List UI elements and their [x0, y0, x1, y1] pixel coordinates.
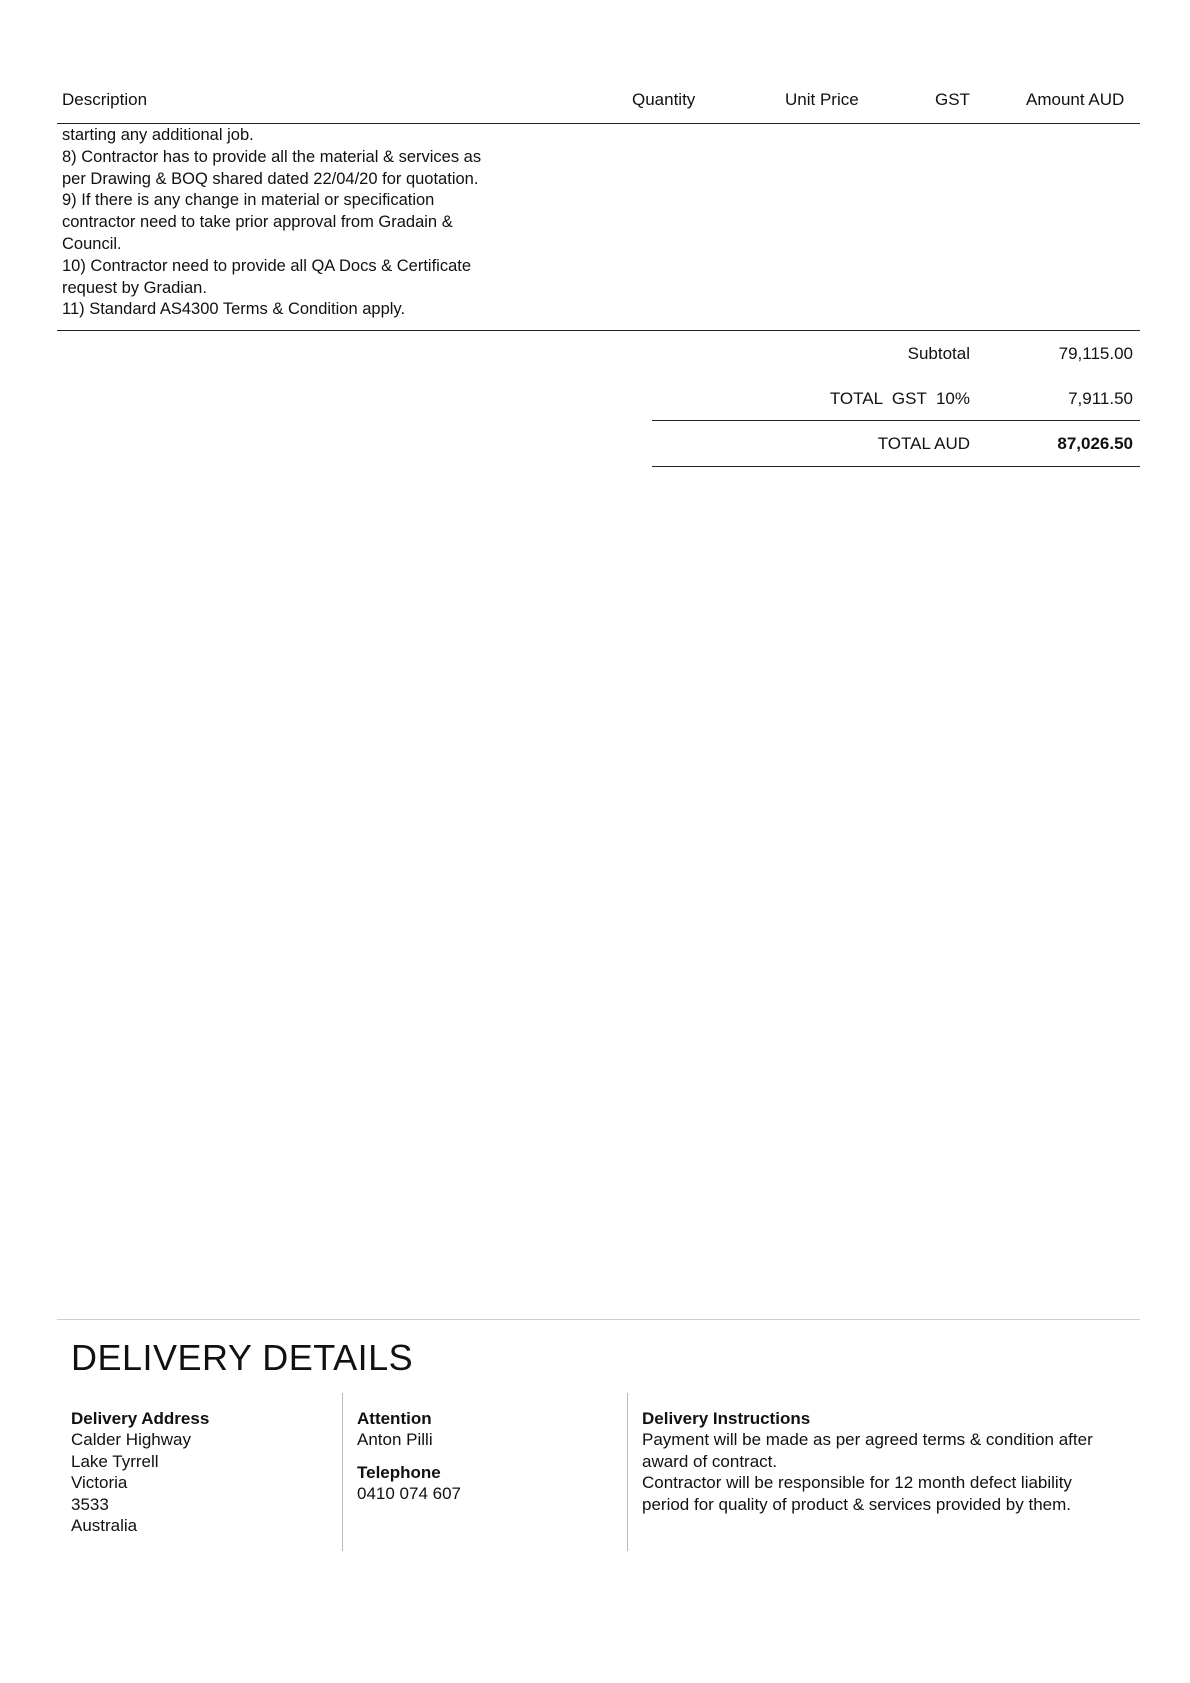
delivery-address-block: [71, 1409, 209, 1537]
delivery-details-title: DELIVERY DETAILS: [71, 1337, 414, 1378]
attention-value: Anton Pilli: [357, 1430, 433, 1449]
delivery-instructions-block: [642, 1409, 1132, 1515]
description-line: request by Gradian.: [62, 278, 207, 297]
totals-bottom-divider: [652, 466, 1140, 467]
address-line: Calder Highway: [71, 1430, 191, 1449]
address-line: 3533: [71, 1494, 109, 1514]
address-line: Victoria: [71, 1473, 128, 1493]
description-line: starting any additional job.: [62, 126, 254, 144]
attention-block: [357, 1409, 461, 1504]
column-header-amount: Amount AUD: [1026, 90, 1125, 109]
column-header-quantity: Quantity: [632, 90, 696, 109]
address-line: Australia: [71, 1516, 138, 1536]
telephone-value: 0410 074 607: [357, 1483, 461, 1503]
description-line: Council.: [62, 234, 122, 253]
totals-divider: [652, 420, 1140, 421]
description-line: per Drawing & BOQ shared dated 22/04/20 for quotation.: [62, 169, 479, 188]
delivery-section-divider: [57, 1319, 1140, 1320]
instructions-line: period for quality of product & services provided by them.: [642, 1494, 1071, 1514]
column-separator: [627, 1393, 628, 1551]
total-aud-value: 87,026.50: [1057, 434, 1133, 453]
instructions-line: Payment will be made as per agreed terms & condition after: [642, 1430, 1093, 1449]
header-divider: [57, 123, 1140, 124]
subtotal-value: 79,115.00: [1058, 344, 1133, 363]
table-bottom-divider: [57, 330, 1140, 331]
column-header-gst: GST: [935, 90, 970, 109]
attention-label: Attention: [357, 1409, 432, 1428]
column-header-description: Description: [62, 90, 148, 109]
line-item-description: [62, 125, 542, 321]
total-aud-label: TOTAL AUD: [877, 434, 970, 453]
description-line: 10) Contractor need to provide all QA Docs & Certificate: [62, 256, 472, 275]
subtotal-label: Subtotal: [907, 344, 970, 363]
description-line: contractor need to take prior approval from Gradain &: [62, 213, 453, 232]
instructions-line: award of contract.: [642, 1451, 778, 1471]
delivery-instructions-label: Delivery Instructions: [642, 1409, 811, 1428]
gst-total-value: 7,911.50: [1068, 389, 1133, 408]
description-line: 11) Standard AS4300 Terms & Condition apply.: [62, 300, 406, 319]
address-line: Lake Tyrrell: [71, 1451, 159, 1471]
description-line: 8) Contractor has to provide all the material & services as: [62, 147, 482, 166]
telephone-label: Telephone: [357, 1462, 441, 1482]
column-header-unit-price: Unit Price: [785, 90, 859, 109]
gst-total-label: TOTAL GST 10%: [829, 389, 970, 408]
description-line: 9) If there is any change in material or specification: [62, 191, 435, 210]
delivery-address-label: Delivery Address: [71, 1409, 210, 1428]
instructions-line: Contractor will be responsible for 12 month defect liability: [642, 1473, 1072, 1493]
column-separator: [342, 1393, 343, 1551]
